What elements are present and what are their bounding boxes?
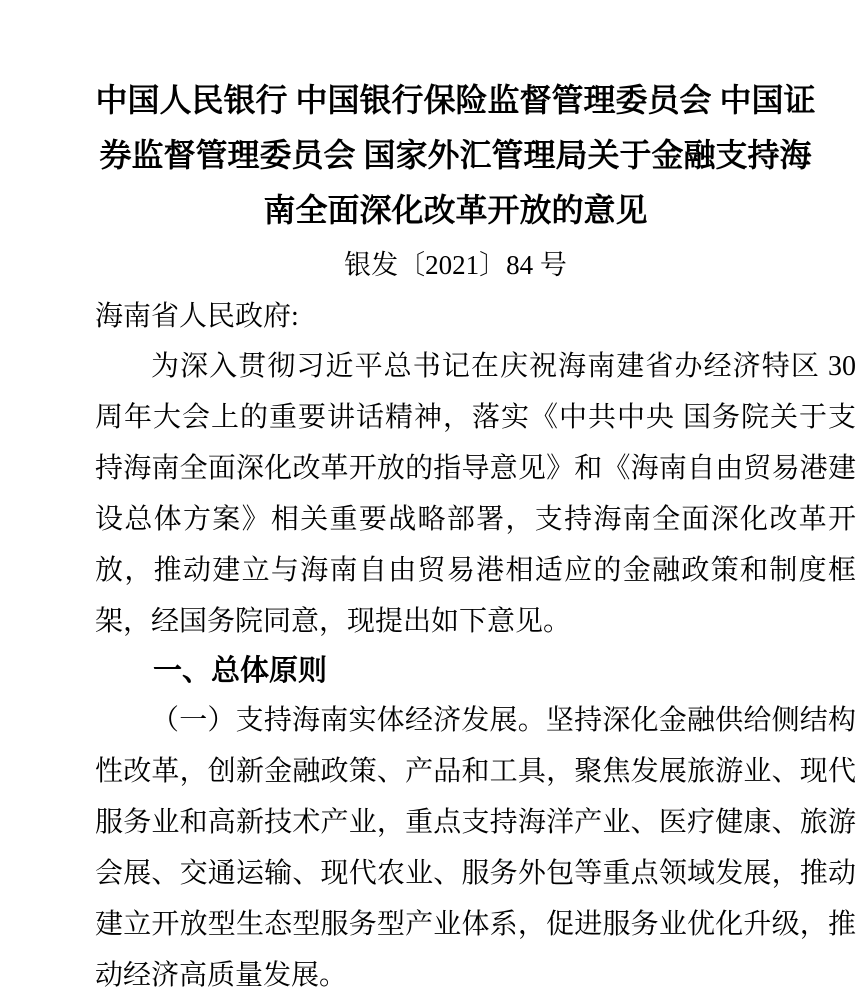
document-title-line-2: 券监督管理委员会 国家外汇管理局关于金融支持海 bbox=[99, 137, 812, 173]
document-number: 银发〔2021〕84 号 bbox=[344, 250, 567, 280]
section-1-item-1-paragraph: （一）支持海南实体经济发展。坚持深化金融供给侧结构性改革，创新金融政策、产品和工具，聚焦发展旅游业、现代服务业和高新技术产业，重点支持海洋产业、医疗健康、旅游会展、交通运输、现代农业、服务外包等重点领域发展，推动建立开放型生态型服务型产业体系，促进服务业优化升级，推动经济高质量发展。 bbox=[95, 705, 856, 991]
salutation: 海南省人民政府: bbox=[95, 301, 299, 332]
document-title-line-1: 中国人民银行 中国银行保险监督管理委员会 中国证 bbox=[95, 82, 816, 118]
document-title-line-3: 南全面深化改革开放的意见 bbox=[263, 192, 648, 228]
document-title bbox=[95, 73, 816, 238]
section-1-heading: 一、总体原则 bbox=[153, 655, 328, 687]
intro-paragraph: 为深入贯彻习近平总书记在庆祝海南建省办经济特区 30 周年大会上的重要讲话精神，落实《中共中央 国务院关于支持海南全面深化改革开放的指导意见》和《海南自由贸易港建设总体方案》相关重要战略部署，支持海南全面深化改革开放，推动建立与海南自由贸易港相适应的金融政策和制度框架，经国务院同意，现提出如下意见。 bbox=[95, 351, 856, 637]
